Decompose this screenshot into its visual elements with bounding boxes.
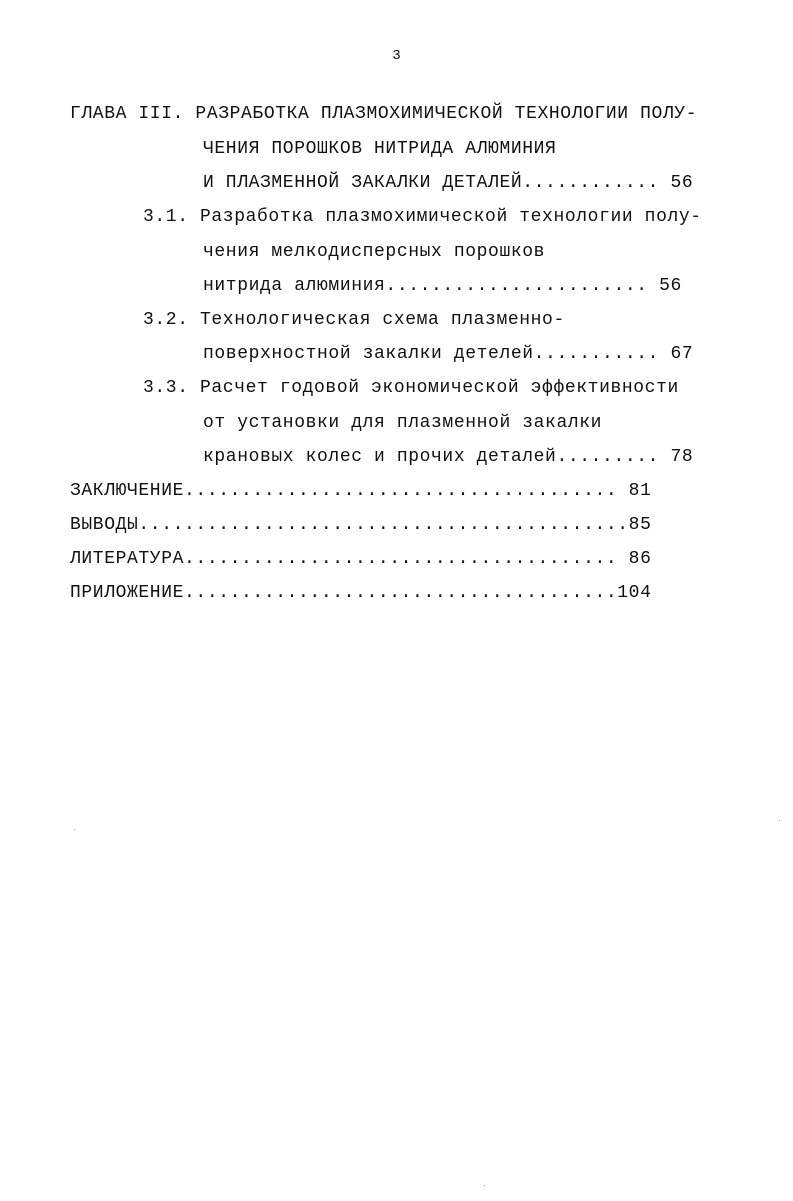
scan-speck	[779, 820, 780, 821]
toc-chapter3-title-line2: ЧЕНИЯ ПОРОШКОВ НИТРИДА АЛЮМИНИЯ	[203, 139, 557, 159]
toc-section-3-2-line1: 3.2. Технологическая схема плазменно-	[143, 310, 565, 330]
scan-speck	[484, 1185, 485, 1186]
toc-findings: ВЫВОДЫ...........................................85	[70, 515, 652, 535]
toc-section-3-1-line3: нитрида алюминия....................... 56	[203, 276, 682, 296]
toc-section-3-1-line2: чения мелкодисперсных порошков	[203, 242, 546, 262]
toc-literature: ЛИТЕРАТУРА...................................... 86	[70, 549, 652, 569]
toc-chapter3-title-line3: И ПЛАЗМЕННОЙ ЗАКАЛКИ ДЕТАЛЕЙ............ 56	[203, 173, 694, 193]
toc-section-3-3-line2: от установки для плазменной закалки	[203, 413, 603, 433]
toc-chapter3-title-line1: ГЛАВА III. РАЗРАБОТКА ПЛАЗМОХИМИЧЕСКОЙ ТЕХНОЛОГИИ ПОЛУ-	[70, 104, 698, 124]
page-number: 3	[392, 48, 401, 64]
toc-conclusion: ЗАКЛЮЧЕНИЕ...................................... 81	[70, 481, 652, 501]
toc-section-3-3-line3: крановых колес и прочих деталей......... 78	[203, 447, 694, 467]
scan-speck	[74, 829, 75, 830]
toc-section-3-3-line1: 3.3. Расчет годовой экономической эффективности	[143, 378, 679, 398]
toc-section-3-2-line2: поверхностной закалки детелей........... 67	[203, 344, 694, 364]
toc-appendix: ПРИЛОЖЕНИЕ......................................104	[70, 583, 652, 603]
toc-section-3-1-line1: 3.1. Разработка плазмохимической технологии полу-	[143, 207, 702, 227]
